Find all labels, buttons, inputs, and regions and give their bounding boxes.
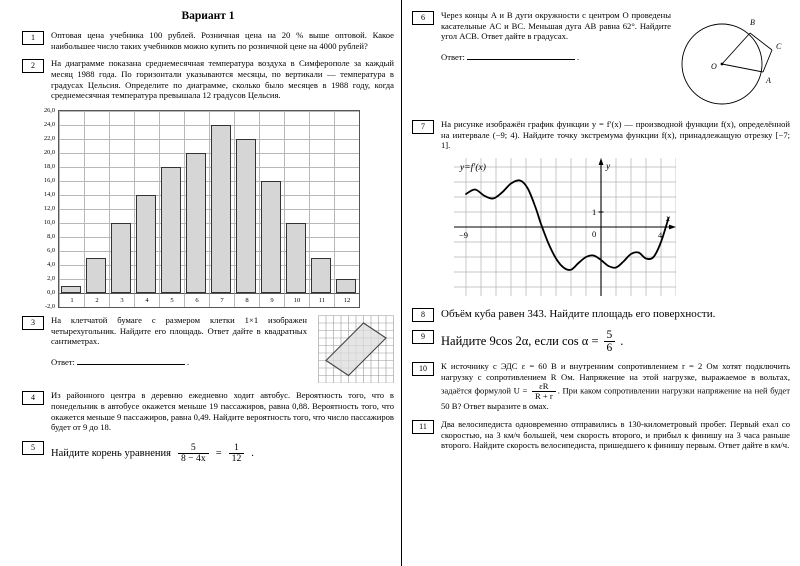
chart-month-label: 9 — [259, 293, 284, 307]
fraction-denominator: 6 — [606, 342, 613, 355]
chart-month-label: 3 — [109, 293, 134, 307]
problem-1 — [22, 30, 394, 51]
chart-month-label: 7 — [209, 293, 234, 307]
chart-y-tick-label: 0,0 — [47, 288, 55, 296]
right-column — [412, 0, 790, 458]
x-max-label: 4 — [658, 229, 663, 240]
chart-month-label: 11 — [309, 293, 334, 307]
problem-10-statement-2: . При каком сопротивлении нагрузки напряжение на ней будет 50 В? Ответ выразите в омах. — [441, 385, 790, 412]
radius-OA — [722, 64, 763, 72]
problem-7-text: На рисунке изображён график функции y = f′(x) — производной функции f(x), определённой на интервале (−9; 4). Найдите точку экстремума функции f(x), принадлежащую отрезку [−7; 1]. — [441, 119, 790, 151]
problem-2-number: 2 — [22, 59, 44, 73]
chart-y-tick-label: 10,0 — [43, 218, 55, 226]
chart-bar — [236, 139, 256, 293]
x-min-label: −9 — [459, 229, 469, 240]
chart-bar — [311, 258, 331, 293]
problem-6-answer-line — [441, 51, 671, 63]
fraction — [532, 382, 556, 401]
problem-9-text — [441, 329, 623, 354]
problem-3-answer-line — [51, 356, 307, 368]
radius-OB — [722, 33, 750, 64]
tangent-AC — [763, 50, 772, 72]
column-divider — [401, 0, 402, 566]
label-O: O — [711, 62, 717, 71]
chart-bar — [86, 258, 106, 293]
problem-10-text — [441, 361, 790, 412]
problem-10-statement-1: К источнику с ЭДС ε = 60 В и внутренним сопротивлением r = 2 Ом хотят подключить нагрузку с сопротивлением R Ом. Напряжение на этой нагрузке, выражаемое в вольтах, задаётся формулой U = — [441, 361, 790, 396]
problem-7-number: 7 — [412, 120, 434, 134]
fraction — [229, 443, 245, 464]
chart-y-tick-label: 16,0 — [43, 176, 55, 184]
fraction-numerator: εR — [532, 382, 556, 392]
label-C: C — [776, 42, 782, 51]
chart-bar — [336, 279, 356, 293]
problem-9-number: 9 — [412, 330, 434, 344]
problem-11-number: 11 — [412, 420, 434, 434]
chart-month-label: 5 — [159, 293, 184, 307]
problem-10 — [412, 361, 790, 412]
problem-3-number: 3 — [22, 316, 44, 330]
problem-11-text: Два велосипедиста одновременно отправились в 130-километровый пробег. Первый ехал со скоростью, на 3 км/ч большей, чем скорость второго, и прибыл к финишу на 3 часа раньше второго. Найдите скорость велосипедиста, пришедшего к финишу первым. Ответ дайте в км/ч. — [441, 419, 790, 451]
chart-y-tick-label: 20,0 — [43, 148, 55, 156]
period: . — [576, 51, 580, 62]
x-axis-label: x — [666, 213, 671, 224]
equals-sign: = — [215, 448, 222, 460]
problem-4-text: Из районного центра в деревню ежедневно ходит автобус. Вероятность того, что в понедельник в автобусе окажется меньше 19 пассажиров, равна 0,88. Вероятность того, что окажется меньше 9 пассажиров, равна 0,49. Найдите вероятность того, что число пассажиров будет от 9 до 18. — [51, 390, 394, 433]
chart-bar — [136, 195, 156, 293]
chart-month-label: 10 — [284, 293, 309, 307]
chart-y-tick-label: 18,0 — [43, 162, 55, 170]
problem-9-statement: Найдите 9cos 2α, если cos α = — [441, 334, 599, 349]
problem-5 — [22, 440, 394, 464]
chart-bar — [111, 223, 131, 293]
chart-y-tick-label: 4,0 — [47, 260, 55, 268]
tangent-BC — [750, 33, 772, 50]
temperature-bar-chart — [34, 106, 394, 310]
chart-y-tick-label: 6,0 — [47, 246, 55, 254]
chart-month-label: 12 — [334, 293, 359, 307]
fraction — [178, 443, 209, 464]
problem-7 — [412, 119, 790, 151]
grid-quadrilateral-figure — [318, 315, 394, 384]
chart-y-tick-label: 24,0 — [43, 120, 55, 128]
problem-1-text: Оптовая цена учебника 100 рублей. Розничная цена на 20 % выше оптовой. Какое наибольшее число таких учебников можно купить по розничной цене на 4000 рублей? — [51, 30, 394, 51]
problem-8-number: 8 — [412, 308, 434, 322]
chart-month-label: 2 — [84, 293, 109, 307]
answer-label: Ответ: — [51, 356, 75, 367]
left-column — [22, 0, 394, 471]
chart-bar — [186, 153, 206, 293]
problem-2-text: На диаграмме показана среднемесячная температура воздуха в Симферополе за каждый месяц 1988 года. По горизонтали указываются месяцы, по вертикали — температура в градусах Цельсия. Определите по диаграмме, сколько было месяцев в 1988 году, когда среднемесячная температура превышала 12 градусов Цельсия. — [51, 58, 394, 101]
problem-8-text: Объём куба равен 343. Найдите площадь его поверхности. — [441, 307, 716, 320]
problem-3 — [22, 315, 394, 384]
chart-y-tick-label: 2,0 — [47, 274, 55, 282]
problem-6-number: 6 — [412, 11, 434, 25]
y-axis-label: y — [606, 161, 611, 172]
problem-3-statement: На клетчатой бумаге с размером клетки 1×1 изображен четырехугольник. Найдите его площадь. Ответ дайте в квадратных сантиметрах. — [51, 314, 307, 347]
chart-bar — [211, 125, 231, 293]
chart-y-tick-label: 26,0 — [43, 106, 55, 114]
chart-bar — [161, 167, 181, 293]
chart-y-tick-label: 14,0 — [43, 190, 55, 198]
problem-4-number: 4 — [22, 391, 44, 405]
problem-5-equation — [51, 443, 254, 464]
answer-blank — [467, 51, 575, 60]
period: . — [186, 356, 190, 367]
fraction-numerator: 5 — [604, 329, 616, 342]
circle-tangents-figure — [680, 10, 790, 112]
fraction — [604, 329, 616, 354]
origin-label: 0 — [592, 228, 597, 239]
answer-label: Ответ: — [441, 51, 465, 62]
period: . — [251, 448, 254, 460]
chart-month-label: 8 — [234, 293, 259, 307]
chart-month-label: 4 — [134, 293, 159, 307]
derivative-graph — [454, 158, 790, 301]
problem-5-lead: Найдите корень уравнения — [51, 448, 171, 460]
problem-9 — [412, 329, 790, 354]
problem-2 — [22, 58, 394, 101]
problem-5-number: 5 — [22, 441, 44, 455]
chart-y-tick-label: 22,0 — [43, 134, 55, 142]
function-label: y=f′(x) — [460, 162, 486, 173]
chart-plot-area — [58, 110, 360, 308]
derivative-graph-svg — [454, 158, 676, 296]
problem-10-number: 10 — [412, 362, 434, 376]
quadrilateral — [326, 323, 386, 376]
chart-bar — [286, 223, 306, 293]
period: . — [620, 334, 624, 349]
chart-y-axis — [34, 106, 58, 310]
problem-4 — [22, 390, 394, 433]
fraction-denominator: 8 − 4x — [180, 453, 206, 465]
derivative-curve — [466, 180, 669, 270]
fraction-denominator: 12 — [231, 453, 242, 465]
problem-6-statement: Через концы A и B дуги окружности с центром O проведены касательные AC и BC. Меньшая дуга AB равна 62°. Найдите угол ACB. Ответ дайте в градусах. — [441, 10, 671, 42]
problem-3-text — [51, 315, 307, 384]
problem-8 — [412, 307, 790, 322]
problem-6 — [412, 10, 790, 112]
chart-y-tick-label: 8,0 — [47, 232, 55, 240]
unit-label: 1 — [592, 206, 597, 217]
chart-bar — [261, 181, 281, 293]
label-B: B — [750, 18, 755, 27]
chart-y-tick-label: 12,0 — [43, 204, 55, 212]
problem-11 — [412, 419, 790, 451]
fraction-numerator: 1 — [229, 443, 245, 454]
chart-bar — [61, 286, 81, 293]
label-A: A — [766, 76, 771, 85]
page-title: Вариант 1 — [181, 10, 235, 22]
answer-blank — [77, 356, 185, 365]
problem-6-text — [441, 10, 671, 112]
fraction-denominator: R + r — [534, 391, 553, 402]
problem-1-number: 1 — [22, 31, 44, 45]
chart-month-label: 6 — [184, 293, 209, 307]
fraction-numerator: 5 — [178, 443, 209, 454]
chart-month-label: 1 — [59, 293, 84, 307]
chart-y-tick-label: -2,0 — [45, 302, 55, 310]
